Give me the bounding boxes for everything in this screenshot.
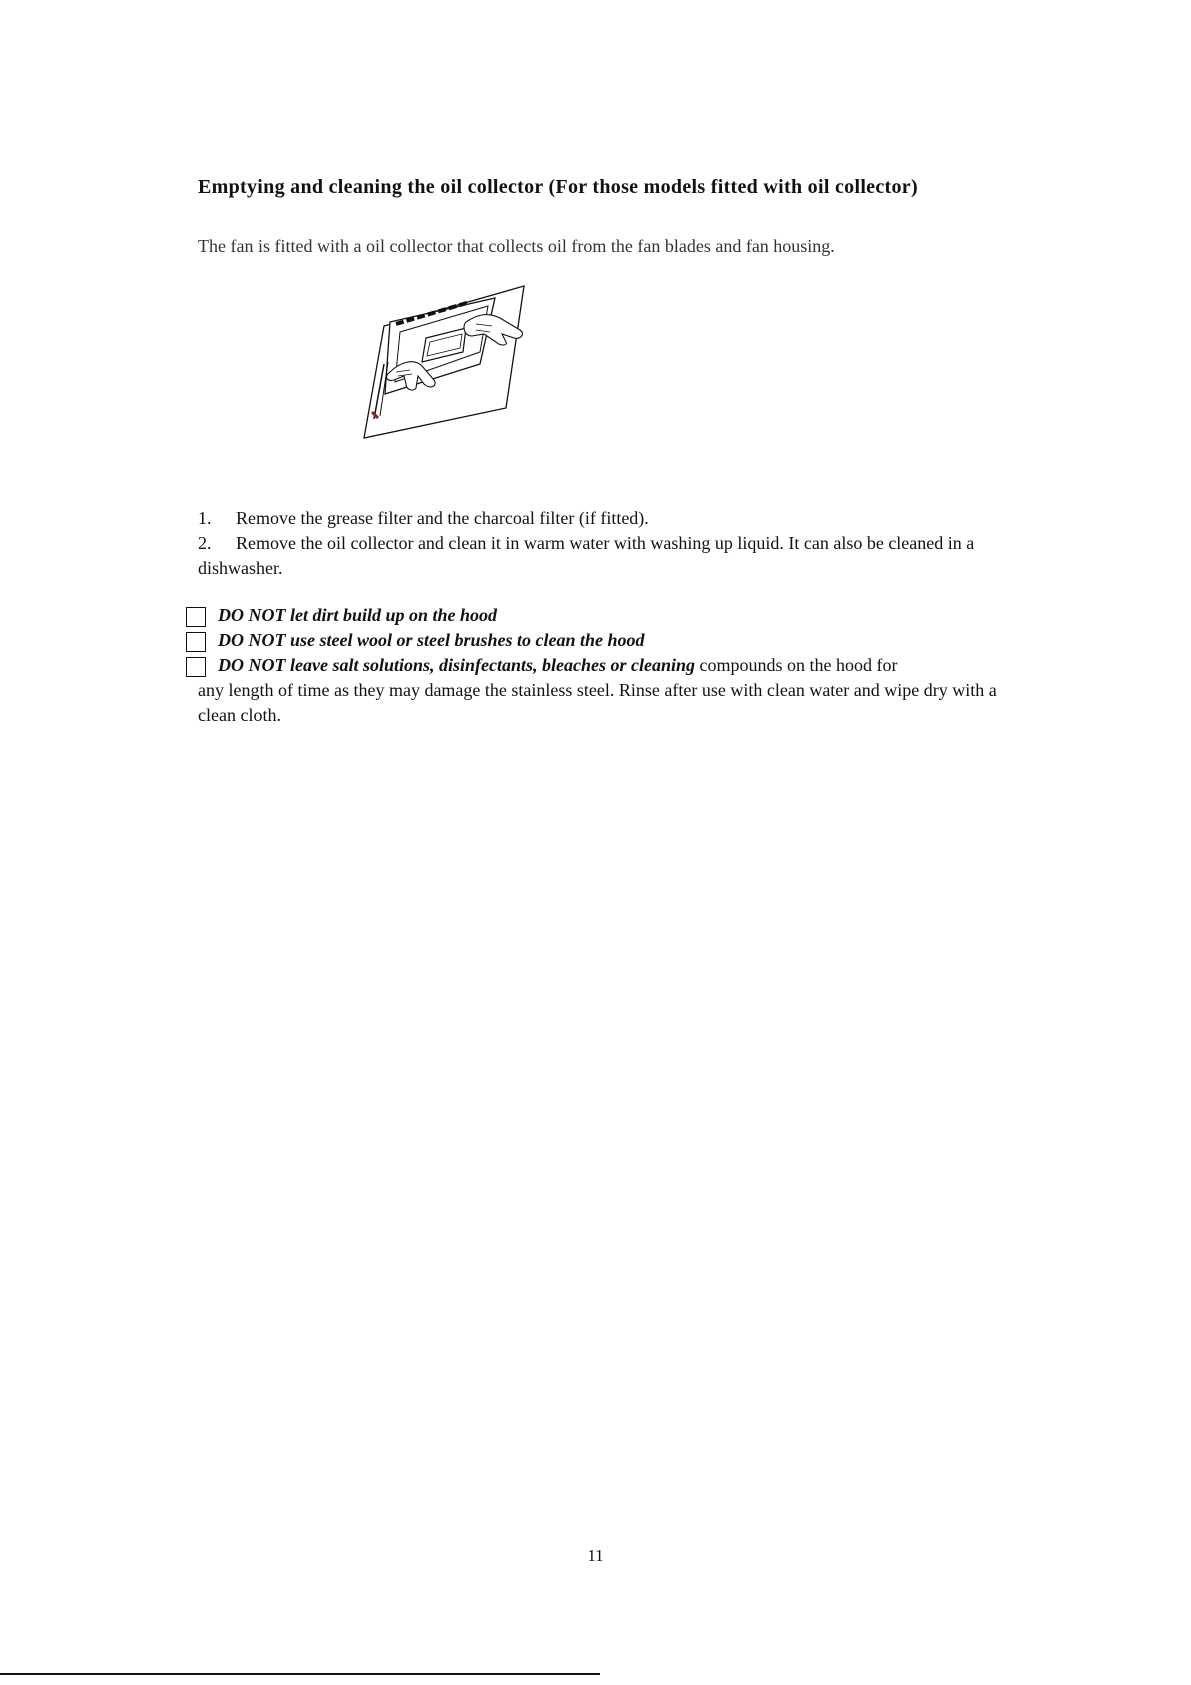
warnings-list bbox=[186, 603, 1006, 728]
page-number: 11 bbox=[587, 1546, 604, 1565]
step-text: Remove the oil collector and clean it in warm water with washing up liquid. It can also be cleaned in a dishwasher. bbox=[198, 533, 975, 578]
checkbox-icon bbox=[186, 657, 206, 677]
step-text: Remove the grease filter and the charcoal filter (if fitted). bbox=[236, 508, 649, 528]
section-heading: Emptying and cleaning the oil collector (For those models fitted with oil collector) bbox=[198, 176, 918, 198]
step-number: 2. bbox=[198, 533, 212, 553]
step-number: 1. bbox=[198, 508, 212, 528]
oil-collector-illustration bbox=[360, 284, 620, 474]
warning-emphasis: DO NOT leave salt solutions, disinfectants, bleaches or cleaning bbox=[218, 655, 695, 675]
instruction-steps bbox=[198, 506, 1008, 581]
intro-paragraph: The fan is fitted with a oil collector that collects oil from the fan blades and fan housing. bbox=[198, 236, 835, 256]
step-item bbox=[198, 531, 1008, 581]
checkbox-icon bbox=[186, 607, 206, 627]
warning-emphasis: DO NOT let dirt build up on the hood bbox=[218, 605, 498, 625]
warning-emphasis: DO NOT use steel wool or steel brushes to clean the hood bbox=[218, 630, 645, 650]
step-item bbox=[198, 506, 1008, 531]
warning-continuation: any length of time as they may damage the stainless steel. Rinse after use with clean water and wipe dry with a clean cloth. bbox=[198, 680, 997, 725]
warning-item bbox=[186, 603, 1006, 628]
checkbox-icon bbox=[186, 632, 206, 652]
bottom-divider bbox=[0, 1673, 600, 1675]
warning-rest: compounds on the hood for bbox=[695, 655, 898, 675]
warning-item bbox=[186, 628, 1006, 653]
warning-item bbox=[186, 653, 1006, 678]
